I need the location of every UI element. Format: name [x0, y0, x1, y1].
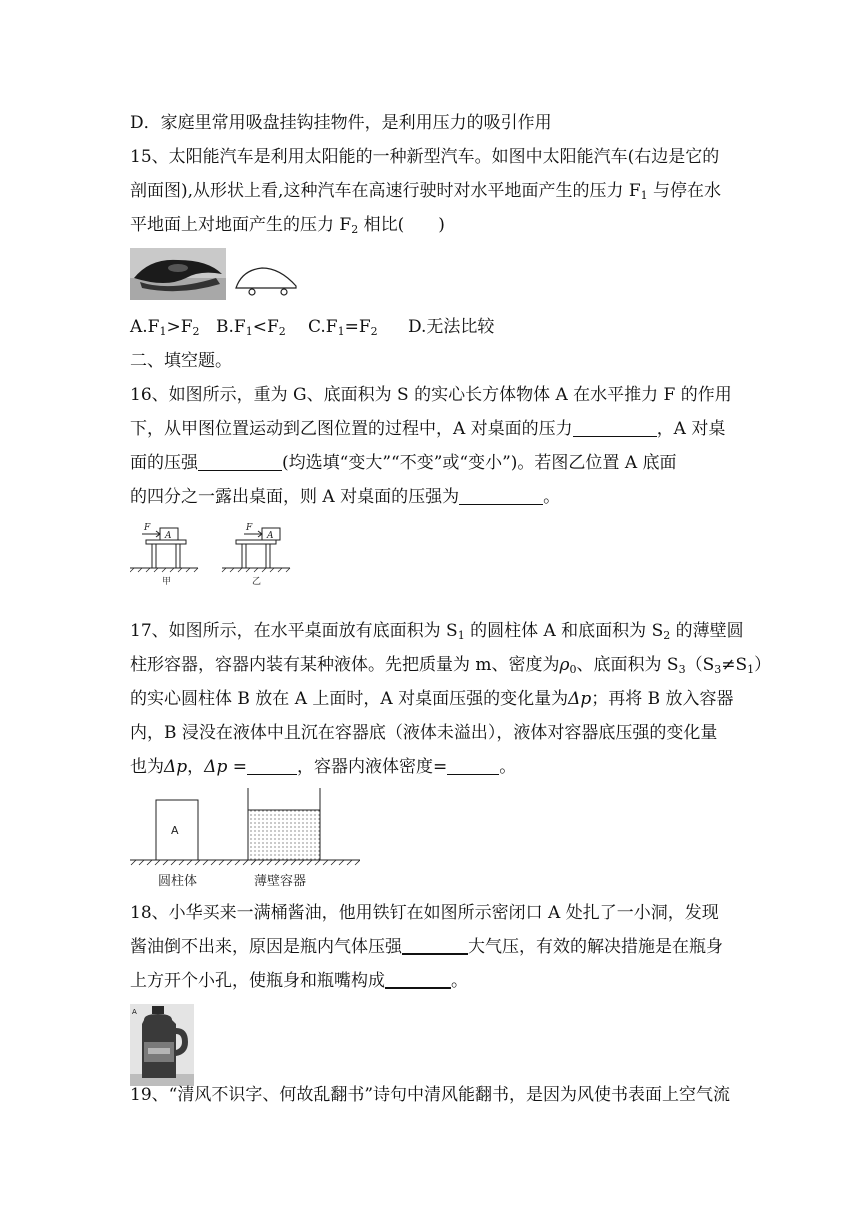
answer-blank[interactable] [385, 971, 451, 989]
q17-cylinder-container-figure [130, 786, 360, 892]
ground-hatch [130, 568, 198, 572]
section-title: 二、填空题。 [130, 351, 232, 371]
q15-line-3 [130, 214, 445, 236]
option-subscript: 2 [370, 325, 378, 338]
q15-text: 平地面上对地面产生的压力 F [130, 215, 352, 235]
answer-blank[interactable] [402, 937, 468, 955]
option-subscript: 1 [159, 325, 167, 338]
q18-line-2 [130, 936, 723, 958]
force-label: F [246, 523, 253, 533]
q14-option-d: D．家庭里常用吸盘挂钩挂物件，是利用压力的吸引作用 [130, 113, 552, 133]
solar-car-figure [130, 248, 300, 300]
q17-subscript: 1 [457, 629, 465, 642]
q17-subscript: 3 [714, 663, 722, 676]
q17-text: 柱形容器，容器内装有某种液体。先把质量为 m、密度为 [130, 655, 560, 675]
q17-line-5 [130, 756, 516, 778]
ground-hatch [131, 860, 360, 865]
q16-line-2 [130, 418, 725, 440]
q18-text: 大气压，有效的解决措施是在瓶身 [468, 937, 723, 957]
q17-text: ，容器内液体密度= [297, 757, 448, 777]
q17-text: = [227, 757, 247, 777]
q17-text: 也为 [130, 757, 164, 777]
block-label: A [267, 531, 274, 541]
point-a-label: A [132, 1008, 137, 1016]
q15-option-b[interactable] [216, 316, 308, 338]
answer-blank[interactable] [459, 488, 543, 505]
delta-p-symbol: Δp [568, 689, 592, 709]
q16-text: 面的压强 [130, 453, 198, 473]
option-text: =F [344, 317, 371, 337]
q15-text: 与停在水 [647, 181, 722, 201]
q15-option-c[interactable] [308, 316, 408, 338]
q17-text: （S [685, 655, 715, 675]
q17-text: 17、如图所示，在水平桌面放有底面积为 S [130, 621, 458, 641]
q17-text: 。 [499, 757, 517, 777]
liquid [248, 810, 320, 860]
q17-subscript: 2 [663, 629, 671, 642]
q16-text: 的四分之一露出桌面，则 A 对桌面的压强为 [130, 487, 460, 507]
answer-blank[interactable] [573, 420, 657, 437]
q15-text: 相比( ) [358, 215, 445, 235]
delta-p-symbol: Δp [204, 757, 228, 777]
answer-blank[interactable] [198, 454, 282, 471]
cylinder-label: A [171, 824, 179, 837]
q16-text: 。 [543, 487, 561, 507]
bottle-cap [152, 1006, 164, 1014]
figure-caption: 圆柱体 [158, 874, 198, 889]
q18-text: 上方开个小孔，使瓶身和瓶嘴构成 [130, 971, 385, 991]
q17-line-3 [130, 688, 734, 710]
q17-subscript: 1 [747, 663, 755, 676]
q16-text: 下，从甲图位置运动到乙图位置的过程中，A 对桌面的压力 [130, 419, 573, 439]
q17-text: 、底面积为 S [576, 655, 679, 675]
q17-subscript: 3 [678, 663, 686, 676]
q17-subscript: 0 [569, 663, 577, 676]
q15-text: 剖面图),从形状上看,这种汽车在高速行驶时对水平地面产生的压力 F [130, 181, 641, 201]
q19-line-1: 19、“清风不识字、何故乱翻书”诗句中清风能翻书，是因为风使书表面上空气流 [130, 1085, 731, 1105]
force-label: F [144, 523, 151, 533]
option-text: B.F [216, 317, 246, 337]
block-label: A [165, 531, 172, 541]
figure-caption: 乙 [252, 577, 262, 587]
q17-line-1 [130, 620, 744, 642]
rho-symbol: ρ [559, 655, 570, 675]
option-subscript: 1 [245, 325, 253, 338]
q17-text: ） [754, 655, 772, 675]
figure-caption: 甲 [162, 577, 172, 587]
q18-line-1: 18、小华买来一满桶酱油，他用铁钉在如图所示密闭口 A 处扎了一小洞，发现 [130, 903, 719, 923]
option-subscript: 2 [192, 325, 200, 338]
q17-line-4: 内，B 浸没在液体中且沉在容器底（液体未溢出），液体对容器底压强的变化量 [130, 723, 718, 743]
q18-text: 。 [451, 971, 468, 991]
solar-car-photo [130, 248, 226, 300]
ground-hatch [222, 568, 290, 572]
q15-subscript: 2 [351, 223, 359, 236]
q17-text: ， [187, 757, 205, 777]
q17-text: 的薄壁圆 [670, 621, 744, 641]
q15-subscript: 1 [640, 189, 648, 202]
option-text: >F [166, 317, 193, 337]
q15-option-d[interactable]: D.无法比较 [408, 317, 495, 337]
q15-option-a[interactable] [130, 316, 216, 338]
q16-text: ，A 对桌 [656, 419, 726, 439]
q17-line-2 [130, 654, 771, 676]
answer-blank[interactable] [247, 758, 297, 775]
answer-blank[interactable] [447, 758, 499, 775]
q15-line-1: 15、太阳能汽车是利用太阳能的一种新型汽车。如图中太阳能汽车(右边是它的 [130, 147, 720, 167]
q17-text: ≠S [721, 655, 748, 675]
option-text: <F [252, 317, 279, 337]
delta-p-symbol: Δp [164, 757, 188, 777]
q16-line-3 [130, 452, 677, 474]
figure-caption: 薄壁容器 [254, 874, 307, 889]
option-text: C.F [308, 317, 338, 337]
q18-text: 酱油倒不出来，原因是瓶内气体压强 [130, 937, 402, 957]
q17-text: 的实心圆柱体 B 放在 A 上面时，A 对桌面压强的变化量为 [130, 689, 569, 709]
q16-line-4 [130, 486, 560, 508]
q17-text: 的圆柱体 A 和底面积为 S [464, 621, 664, 641]
q16-line-1: 16、如图所示，重为 G、底面积为 S 的实心长方体物体 A 在水平推力 F 的作用 [130, 385, 732, 405]
q15-line-2 [130, 180, 721, 202]
option-text: A.F [130, 317, 160, 337]
q16-text: (均选填“变大”“不变”或“变小”)。若图乙位置 A 底面 [282, 453, 677, 473]
q15-options [130, 316, 494, 338]
q16-table-figure [130, 518, 300, 588]
solar-car-cross-section [236, 268, 296, 295]
option-subscript: 1 [337, 325, 345, 338]
option-subscript: 2 [278, 325, 286, 338]
q18-line-3 [130, 970, 468, 992]
q17-text: ；再将 B 放入容器 [591, 689, 734, 709]
soy-sauce-bottle-photo [130, 1004, 194, 1086]
